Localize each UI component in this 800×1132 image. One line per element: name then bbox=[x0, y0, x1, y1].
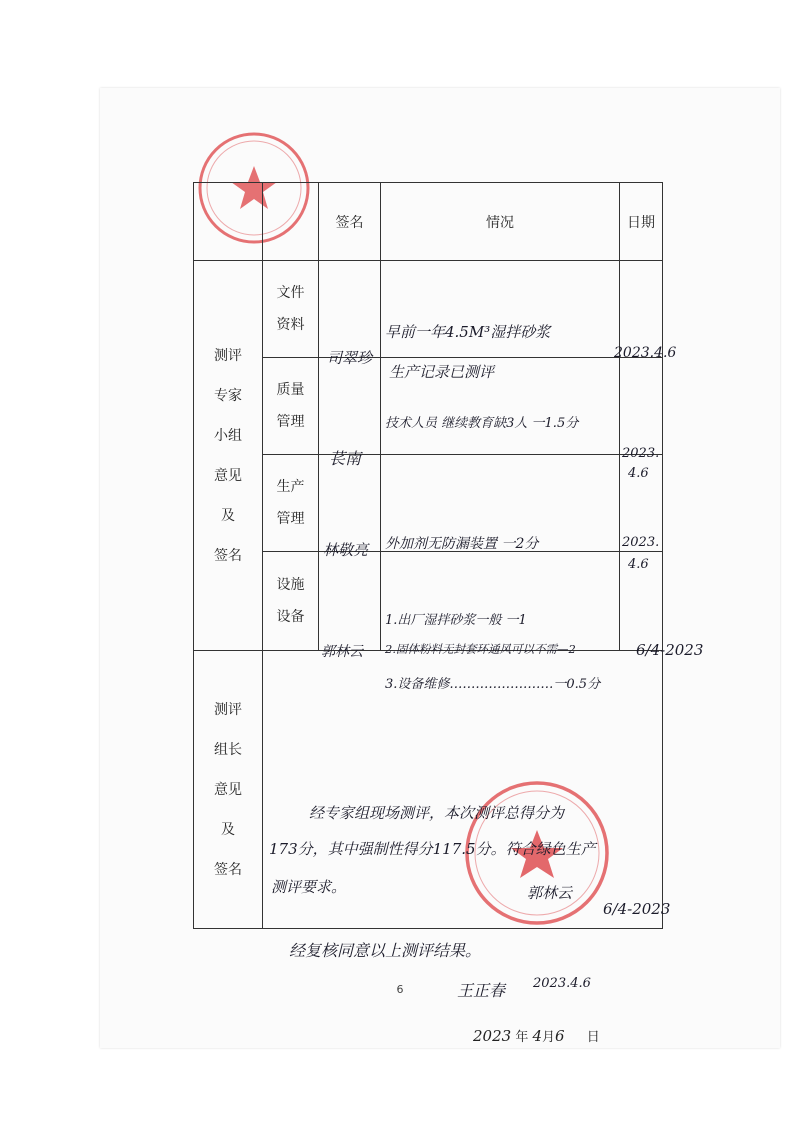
signature-equipment: 郭林云 bbox=[321, 644, 363, 660]
category-quality: 质量 管理 bbox=[263, 358, 319, 455]
situation-equipment-line2: 2.固体粉料无封套环通风可以不需—2 bbox=[385, 642, 576, 656]
signature-cell-equipment bbox=[319, 552, 381, 660]
reviewer-signature: 王正春 bbox=[457, 980, 506, 1000]
date-quality-line2: 4.6 bbox=[628, 466, 649, 481]
situation-production-line1: 外加剂无防漏装置 一2分 bbox=[385, 536, 539, 552]
category-equipment: 设施 设备 bbox=[263, 552, 319, 651]
situation-cell-production bbox=[381, 455, 620, 552]
situation-equipment-line3: 3.设备维修……………………一0.5分 bbox=[385, 677, 601, 692]
signature-documents: 司翠珍 bbox=[327, 349, 373, 367]
date-cell-documents bbox=[614, 261, 677, 361]
opinion-line2: 173分，其中强制性得分117.5分。符合绿色生产 bbox=[269, 839, 596, 858]
opinion-line3: 测评要求。 bbox=[271, 877, 347, 896]
date-production-line1: 2023. bbox=[622, 535, 660, 550]
signature-cell-quality bbox=[319, 358, 381, 468]
situation-header: 情况 bbox=[381, 183, 620, 261]
signature-quality: 苌南 bbox=[329, 449, 362, 468]
date-equipment: 6/4-2023 bbox=[636, 641, 704, 659]
date-header: 日期 bbox=[620, 183, 663, 261]
leader-date: 6/4-2023 bbox=[603, 899, 671, 918]
signature-header: 签名 bbox=[319, 183, 381, 261]
page-number: 6 bbox=[396, 983, 404, 996]
date-quality-line1: 2023. bbox=[622, 446, 660, 461]
date-production-line2: 4.6 bbox=[628, 557, 649, 572]
expert-group-title: 测评 专家 小组 意见 及 签名 bbox=[194, 261, 263, 651]
blank-header-cell-2 bbox=[263, 183, 319, 261]
evaluation-form-table bbox=[193, 182, 704, 1045]
signature-cell-documents bbox=[319, 261, 381, 367]
category-production: 生产 管理 bbox=[263, 455, 319, 552]
leader-opinion-cell bbox=[263, 651, 671, 1045]
situation-equipment-line1: 1.出厂湿拌砂浆一般 一1 bbox=[385, 613, 527, 628]
situation-cell-documents bbox=[381, 261, 620, 381]
review-text: 经复核同意以上测评结果。 bbox=[289, 940, 482, 960]
reviewer-date: 2023.4.6 bbox=[533, 975, 591, 991]
date-documents: 2023.4.6 bbox=[614, 345, 677, 361]
date-cell-quality bbox=[620, 358, 663, 481]
situation-documents-line2: 生产记录已测评 bbox=[389, 363, 495, 381]
blank-header-cell bbox=[194, 183, 263, 261]
signature-production: 林敬亮 bbox=[323, 541, 369, 559]
opinion-line1: 经专家组现场测评，本次测评总得分为 bbox=[309, 803, 565, 822]
leader-signature: 郭林云 bbox=[527, 883, 573, 902]
category-documents: 文件 资料 bbox=[263, 261, 319, 358]
situation-documents-line1: 早前一年4.5M³湿拌砂浆 bbox=[385, 323, 551, 341]
signature-cell-production bbox=[319, 455, 381, 559]
situation-quality-line1: 技术人员 继续教育缺3人 一1.5分 bbox=[385, 416, 579, 431]
final-date: 2023 年 4月6 日 bbox=[473, 1026, 600, 1045]
leader-title: 测评 组长 意见 及 签名 bbox=[194, 651, 263, 929]
situation-cell-equipment bbox=[381, 552, 620, 692]
